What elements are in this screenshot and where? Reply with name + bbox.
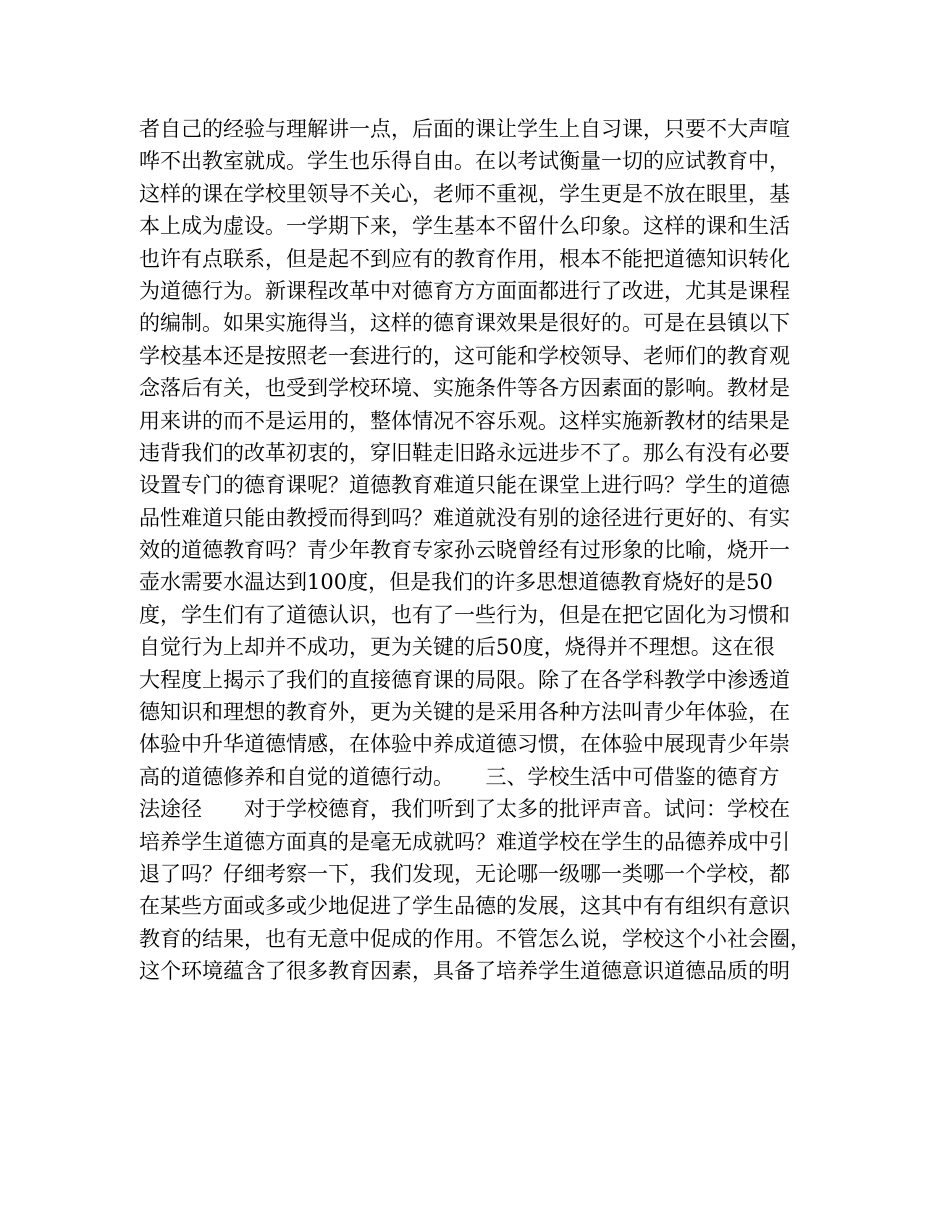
text-line: 自觉行为上却并不成功，更为关键的后50度，烧得并不理想。这在很 (139, 635, 775, 660)
text-line: 在某些方面或多或少地促进了学生品德的发展，这其中有有组织有意识 (139, 894, 790, 919)
text-line: 教育的结果，也有无意中促成的作用。不管怎么说，学校这个小社会圈， (139, 926, 811, 951)
text-line: 哗不出教室就成。学生也乐得自由。在以考试衡量一切的应试教育中， (139, 149, 790, 174)
text-line: 念落后有关，也受到学校环境、实施条件等各方因素面的影响。教材是 (139, 376, 790, 401)
text-line: 度，学生们有了道德认识，也有了一些行为，但是在把它固化为习惯和 (139, 602, 790, 627)
text-line: 退了吗？仔细考察一下，我们发现，无论哪一级哪一类哪一个学校，都 (139, 861, 790, 886)
text-line: 也许有点联系，但是起不到应有的教育作用，根本不能把道德知识转化 (139, 246, 790, 271)
text-line: 者自己的经验与理解讲一点，后面的课让学生上自习课，只要不大声喧 (139, 117, 790, 141)
text-line: 用来讲的而不是运用的，整体情况不容乐观。这样实施新教材的结果是 (139, 408, 790, 433)
text-line: 体验中升华道德情感，在体验中养成道德习惯，在体验中展现青少年崇 (139, 732, 790, 757)
text-line: 大程度上揭示了我们的直接德育课的局限。除了在各学科教学中渗透道 (139, 667, 790, 692)
text-line: 本上成为虚设。一学期下来，学生基本不留什么印象。这样的课和生活 (139, 214, 790, 239)
body-text (139, 113, 819, 988)
text-line: 壶水需要水温达到100度，但是我们的许多思想道德教育烧好的是50 (139, 570, 773, 595)
text-line: 学校基本还是按照老一套进行的，这可能和学校领导、老师们的教育观 (139, 343, 790, 368)
text-line: 德知识和理想的教育外，更为关键的是采用各种方法叫青少年体验，在 (139, 700, 790, 725)
text-line: 培养学生道德方面真的是毫无成就吗？难道学校在学生的品德养成中引 (139, 829, 790, 854)
text-line: 法途径 对于学校德育，我们听到了太多的批评声音。试问：学校在 (139, 797, 790, 822)
text-line: 的编制。如果实施得当，这样的德育课效果是很好的。可是在县镇以下 (139, 311, 790, 336)
text-line: 品性难道只能由教授而得到吗？难道就没有别的途径进行更好的、有实 (139, 505, 790, 530)
text-line: 高的道德修养和自觉的道德行动。 三、学校生活中可借鉴的德育方 (139, 764, 780, 789)
text-line: 设置专门的德育课呢？道德教育难道只能在课堂上进行吗？学生的道德 (139, 473, 790, 498)
text-line: 违背我们的改革初衷的，穿旧鞋走旧路永远进步不了。那么有没有必要 (139, 440, 790, 465)
text-line: 效的道德教育吗？青少年教育专家孙云晓曾经有过形象的比喻，烧开一 (139, 538, 790, 563)
text-line: 这样的课在学校里领导不关心，老师不重视，学生更是不放在眼里，基 (139, 181, 790, 206)
text-line: 为道德行为。新课程改革中对德育方方面面都进行了改进，尤其是课程 (139, 278, 790, 303)
text-line: 这个环境蕴含了很多教育因素，具备了培养学生道德意识道德品质的明 (139, 959, 790, 984)
